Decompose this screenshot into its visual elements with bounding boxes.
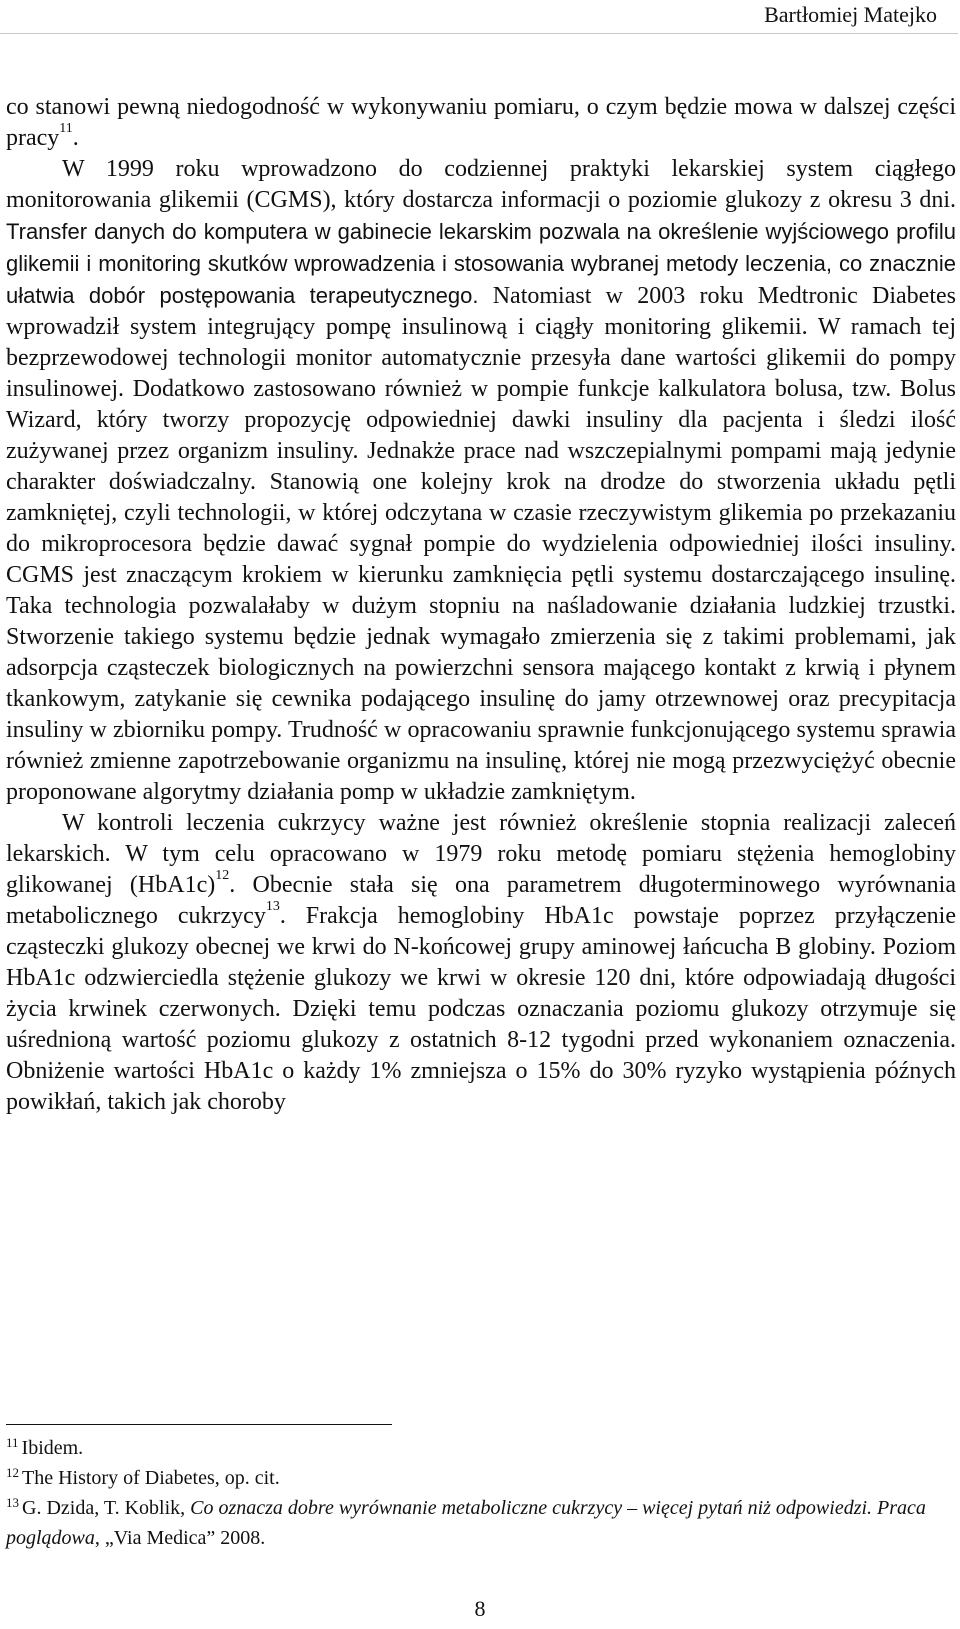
paragraph-3-text-a: W kontroli leczenia cukrzycy ważne jest również określenie stopnia realizacji zaleceń lekarskich. W tym celu opracowano w 1979 roku metodę pomiaru stężenia hemoglobiny glikowanej (HbA1c) [6,810,956,898]
footnote-ref-12[interactable]: 12 [215,868,230,883]
paragraph-1-text: co stanowi pewną niedogodność w wykonywaniu pomiaru, o czym będzie mowa w dalszej części pracy [6,94,956,151]
footnote-italic-title: Co oznacza dobre wyrównanie metaboliczne cukrzycy – więcej pytań niż odpowiedzi. Praca poglądowa [6,1497,926,1549]
paragraph-2 [6,154,956,808]
footnote-text: G. Dzida, T. Koblik, [22,1497,191,1519]
footnote-mark: 13 [6,1495,19,1510]
paragraph-2-text-b: Natomiast w 2003 roku Medtronic Diabetes wprowadził system integrujący pompę insulinową i ciągły monitoring glikemii. W ramach tej bezprzewodowej technologii monitor automatycznie przesyła dane wartości glikemii do pompy insulinowej. Dodatkowo zastosowano również w pompie funkcje kalkulatora bolusa, tzw. Bolus Wizard, który tworzy propozycję odpowiedniej dawki insuliny dla pacjenta i śledzi ilość zużywanej przez organizm insuliny. Jednakże prace nad wszczepialnymi pompami mają jedynie charakter doświadczalny. Stanowią one kolejny krok na drodze do stworzenia układu pętli zamkniętej, czyli technologii, w której odczytana w czasie rzeczywistym glikemia po przekazaniu do mikroprocesora będzie dawać sygnał pompie do wydzielenia odpowiedniej ilości insuliny. CGMS jest znaczącym krokiem w kierunku zamknięcia pętli systemu dostarczającego insulinę. Taka technologia pozwalałaby w dużym stopniu na naśladowanie działania ludzkiej trzustki. Stworzenie takiego systemu będzie jednak wymagało zmierzenia się z takimi problemami, jak adsorpcja cząsteczek biologicznych na powierzchni sensora mającego kontakt z krwią i płynem tkankowym, zatykanie się cewnika podającego insulinę do jamy otrzewnowej oraz precypitacja insuliny w zbiorniku pompy. Trudność w opracowaniu sprawnie funkcjonującego systemu sprawia również zmienne zapotrzebowanie organizmu na insulinę, której nie mogą przezwyciężyć obecnie proponowane algorytmy działania pomp w układzie zamkniętym. [6,283,956,805]
main-text [6,92,956,1118]
running-header-author: Bartłomiej Matejko [764,2,937,27]
footnote-13 [6,1494,956,1553]
header-rule [0,33,958,34]
paragraph-2-text-a: W 1999 roku wprowadzono do codziennej praktyki lekarskiej system ciągłego monitorowania glikemii (CGMS), który dostarcza informacji o poziomie glukozy z okresu 3 dni. [6,156,956,213]
paragraph-3-text-b: . Obecnie stała się ona parametrem długoterminowego wyrównania metabolicznego cukrzycy [6,872,956,929]
footnote-ref-13[interactable]: 13 [265,899,280,914]
footnote-separator [6,1424,392,1425]
paragraph-3 [6,808,956,1118]
footnote-text: The History of Diabetes, op. cit. [22,1467,280,1489]
footnote-text: Ibidem. [21,1437,84,1459]
paragraph-1-end: . [72,125,79,151]
footnote-11 [6,1434,956,1464]
footnote-12 [6,1464,956,1494]
paragraph-3-text-c: . Frakcja hemoglobiny HbA1c powstaje poprzez przyłączenie cząsteczki glukozy obecnej we krwi do N-końcowej grupy aminowej łańcucha B globiny. Poziom HbA1c odzwierciedla stężenie glukozy we krwi w okresie 120 dni, które odpowiadają długości życia krwinek czerwonych. Dzięki temu podczas oznaczania poziomu glukozy otrzymuje się uśrednioną wartość poziomu glukozy z ostatnich 8-12 tygodni przed wykonaniem oznaczenia. Obniżenie wartości HbA1c o każdy 1% zmniejsza o 15% do 30% ryzyko wystąpienia późnych powikłań, takich jak choroby [6,903,956,1115]
footnote-mark: 11 [6,1435,19,1450]
page-number: 8 [474,1596,486,1621]
paragraph-2-sans-run: Transfer danych do komputera w gabinecie lekarskim pozwala na określenie wyjściowego profilu glikemii i monitoring skutków wprowadzenia i stosowania wybranej metody leczenia, co znacznie ułatwia dobór postępowania terapeutycznego. [6,219,956,308]
footnote-ref-11[interactable]: 11 [59,121,73,136]
paragraph-1 [6,92,956,154]
footnote-mark: 12 [6,1465,19,1480]
footnotes [6,1434,956,1553]
footnote-text-end: , „Via Medica” 2008. [94,1527,266,1549]
